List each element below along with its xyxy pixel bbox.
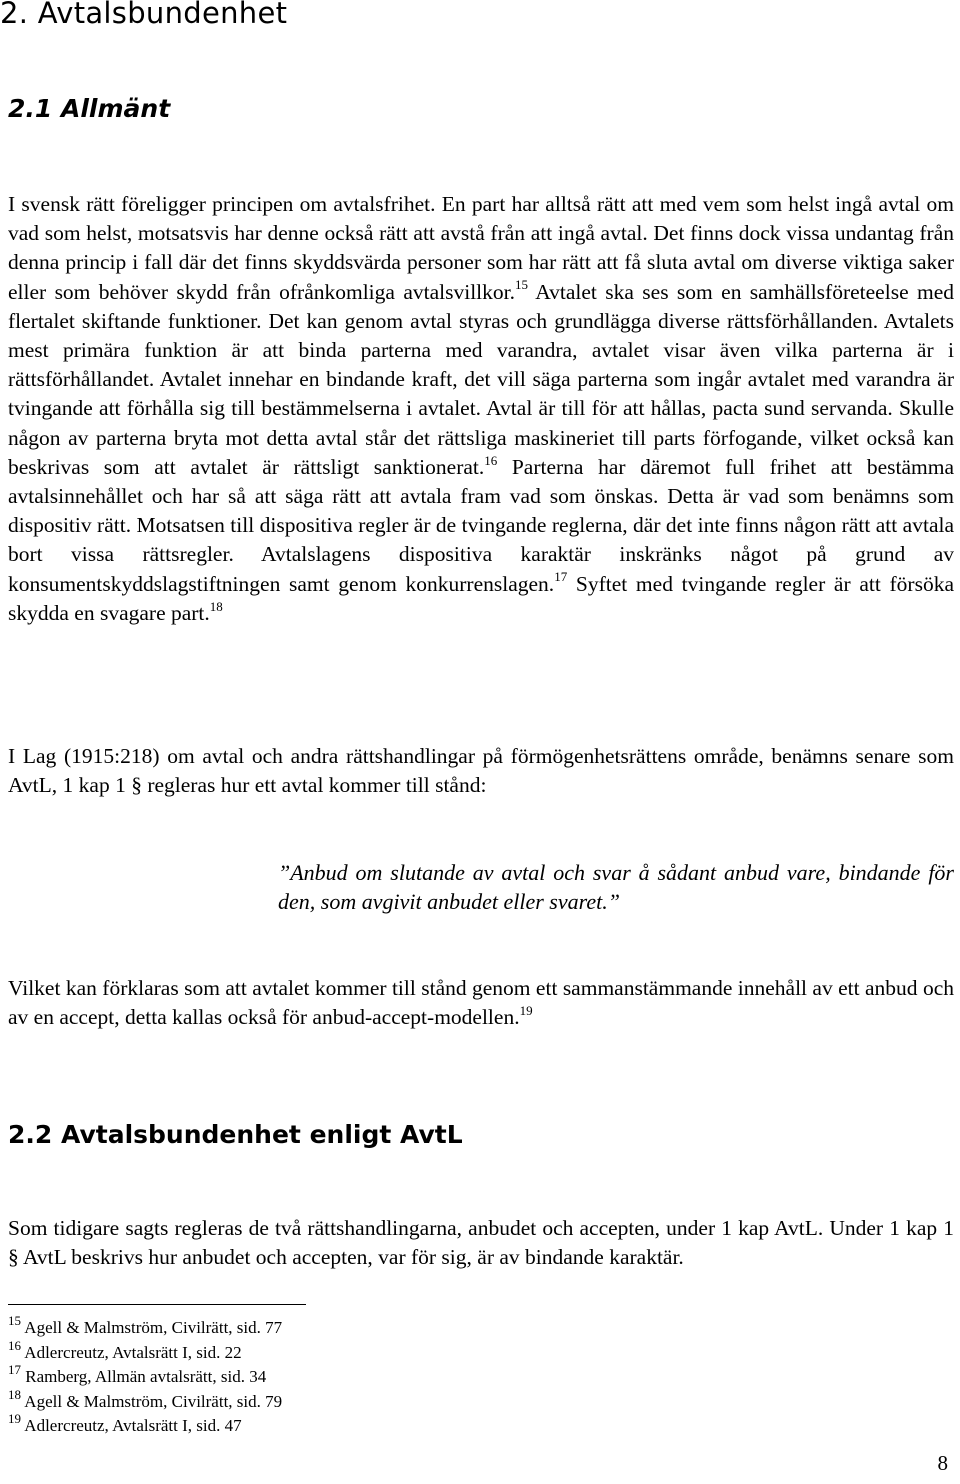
footnote-ref-17[interactable]: 17 — [554, 569, 568, 585]
footnote-ref-15[interactable]: 15 — [515, 277, 528, 293]
legal-quote: ”Anbud om slutande av avtal och svar å sådant anbud vare, bindande för den, som avgivit anbudet eller svaret.” — [278, 860, 954, 914]
section-heading-2-1: 2.1 Allmänt — [8, 94, 171, 123]
footnote-16: $^{16}$ Adlercreutz, Avtalsrätt I, sid. 22 — [8, 1337, 242, 1362]
footnote-15: $^{15}$ Agell & Malmström, Civilrätt, sid. 77 — [8, 1313, 283, 1337]
footnote-18: $^{18}$ Agell & Malmström, Civilrätt, sid. 79 — [8, 1386, 283, 1411]
footnote-ref-19[interactable]: 19 — [519, 1003, 533, 1019]
footnote-ref-16[interactable]: 16 — [484, 452, 498, 468]
page-number: 8 — [937, 1451, 948, 1475]
paragraph-avtalsfrihet: I svensk rätt föreligger principen om avtalsfrihet. En part har alltså rätt att med vem som helst ingå avtal om vad som helst, motsatsvis har denne också rätt att avstå från att ingå avtal. Det finns dock vissa undantag från denna princip i fall där det finns skyddsvärda personer som har rätt att få sluta avtal om diverse viktiga saker eller som behöver skydd från ofrånkomliga avtalsvillkor.$^{15}$ Avtalet ska ses som en samhällsföreteelse med flertalet skiftande funktioner. Det kan genom avtal styras och grundlägga diverse rättsförhållanden. Avtalets mest primära funktion är att binda parterna med varandra, avtalet visar även vilka parterna är i rättsförhållandet. Avtalet innehar en bindande kraft, det vill säga parterna som ingår avtalet med varandra är tvingande att förhålla sig till bestämmelserna i avtalet. Avtal är till för att hållas, pacta sund servanda. Skulle någon av parterna bryta mot detta avtal står det rättsliga maskineriet till parts förfogande, vilket också kan beskrivas som att avtalet är rättsligt sanktionerat.$^{16}$ Parterna har däremot full frihet att bestämma avtalsinnehållet och har så att säga rätt att avtala fram vad som önskas. Detta är vad som benämns som dispositiv rätt. Motsatsen till dispositiva regler är de tvingande reglerna, där det inte finns någon rätt att avtala bort vissa rättsregler. Avtalslagens dispositiva karaktär inskränks något på grund av konsumentskyddslagstiftningen samt genom konkurrenslagen.$^{17}$ Syftet med tvingande regler är att försöka skydda en svagare part.$^{18}$ — [8, 192, 955, 625]
footnote-separator — [8, 1304, 306, 1305]
footnote-19: $^{19}$ Adlercreutz, Avtalsrätt I, sid. 47 — [8, 1411, 242, 1435]
footnote-ref-18[interactable]: 18 — [209, 598, 223, 614]
paragraph-rattshandlingar: Som tidigare sagts regleras de två rättshandlingarna, anbudet och accepten, under 1 kap AvtL. Under 1 kap 1 § AvtL beskrivs hur anbudet och accepten, var för sig, är av bindande karaktär. — [8, 1216, 954, 1270]
footnote-17: $^{17}$ Ramberg, Allmän avtalsrätt, sid. 34 — [8, 1362, 267, 1386]
footnote-list — [8, 1313, 283, 1439]
chapter-heading: 2. Avtalsbundenhet — [0, 0, 288, 30]
paragraph-anbud-accept: Vilket kan förklaras som att avtalet kommer till stånd genom ett sammanstämmande innehåll av ett anbud och av en accept, detta kallas också för anbud-accept-modellen.$^{19}$ — [8, 976, 954, 1030]
paragraph-avtl-reference: I Lag (1915:218) om avtal och andra rättshandlingar på förmögenhetsrättens område, benämns senare som AvtL, 1 kap 1 § regleras hur ett avtal kommer till stånd: — [8, 744, 954, 798]
section-heading-2-2: 2.2 Avtalsbundenhet enligt AvtL — [8, 1120, 463, 1149]
